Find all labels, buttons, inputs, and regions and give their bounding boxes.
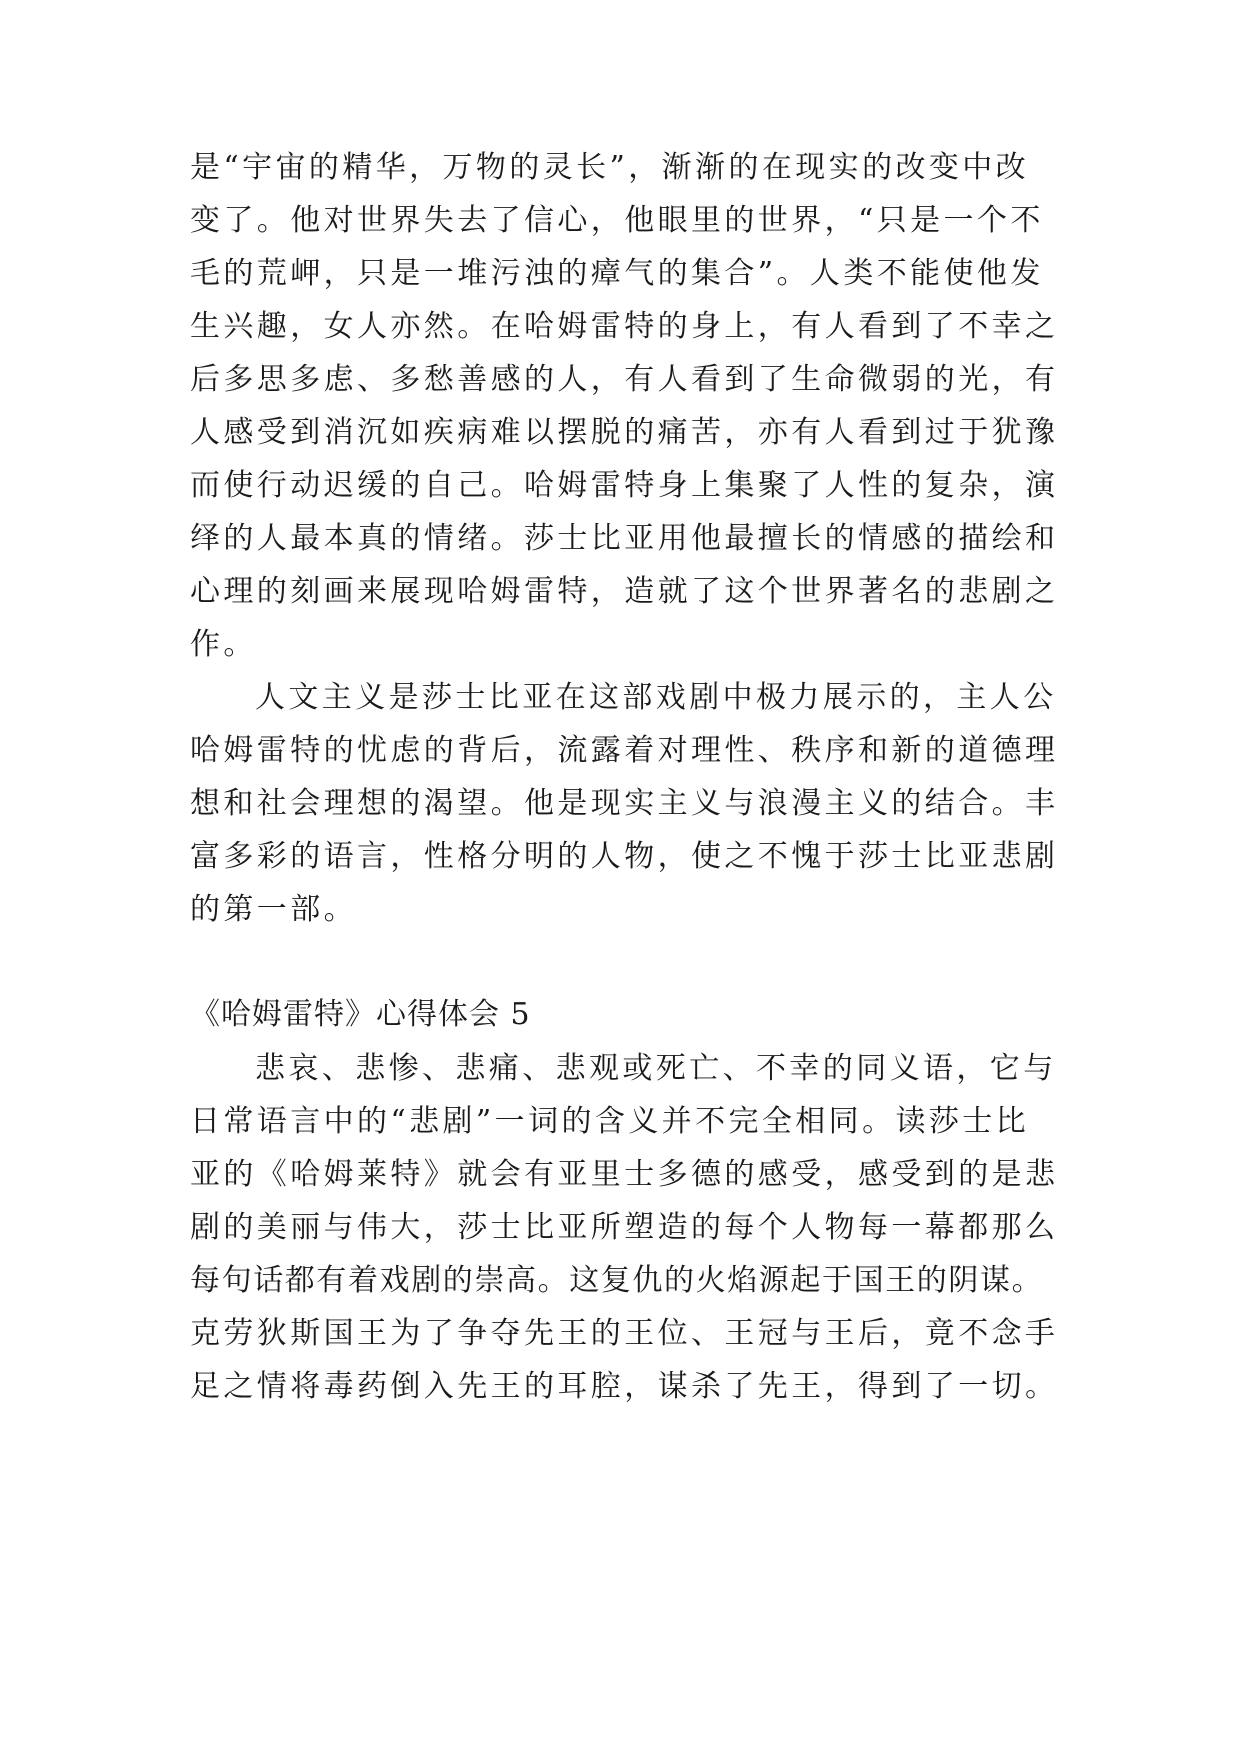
paragraph-1-line-3: 毛的荒岬，只是一堆污浊的瘴气的集合”。人类不能使他发 bbox=[190, 256, 1044, 291]
paragraph-1-line-1: 是“宇宙的精华，万物的灵长”，渐渐的在现实的改变中改 bbox=[190, 150, 1030, 185]
paragraph-3-line-2: 日常语言中的“悲剧”一词的含义并不完全相同。读莎士比 bbox=[190, 1104, 1030, 1139]
paragraph-3-line-5: 每句话都有着戏剧的崇高。这复仇的火焰源起于国王的阴谋。 bbox=[190, 1263, 1044, 1298]
paragraph-1-line-8: 绎的人最本真的情绪。莎士比亚用他最擅长的情感的描绘和 bbox=[190, 521, 1059, 556]
paragraph-3-line-3: 亚的《哈姆莱特》就会有亚里士多德的感受，感受到的是悲 bbox=[190, 1157, 1059, 1192]
paragraph-2-line-2: 哈姆雷特的忧虑的背后，流露着对理性、秩序和新的道德理 bbox=[190, 733, 1059, 768]
paragraph-1-line-7: 而使行动迟缓的自己。哈姆雷特身上集聚了人性的复杂，演 bbox=[190, 468, 1059, 503]
paragraph-1-line-4: 生兴趣，女人亦然。在哈姆雷特的身上，有人看到了不幸之 bbox=[190, 309, 1059, 344]
paragraph-1-line-10: 作。 bbox=[190, 627, 257, 662]
paragraph-1-line-2: 变了。他对世界失去了信心，他眼里的世界，“只是一个不 bbox=[190, 203, 1044, 238]
paragraph-2-line-4: 富多彩的语言，性格分明的人物，使之不愧于莎士比亚悲剧 bbox=[190, 839, 1059, 874]
paragraph-2-line-1: 人文主义是莎士比亚在这部戏剧中极力展示的，主人公 bbox=[255, 680, 1057, 715]
section-heading: 《哈姆雷特》心得体会 5 bbox=[190, 997, 531, 1032]
paragraph-3-line-6: 克劳狄斯国王为了争夺先王的王位、王冠与王后，竟不念手 bbox=[190, 1316, 1059, 1351]
paragraph-1-line-5: 后多思多虑、多愁善感的人，有人看到了生命微弱的光，有 bbox=[190, 362, 1059, 397]
paragraph-3-line-7: 足之情将毒药倒入先王的耳腔，谋杀了先王，得到了一切。 bbox=[190, 1369, 1059, 1404]
paragraph-3-line-1: 悲哀、悲惨、悲痛、悲观或死亡、不幸的同义语，它与 bbox=[255, 1051, 1057, 1086]
paragraph-2-line-3: 想和社会理想的渴望。他是现实主义与浪漫主义的结合。丰 bbox=[190, 786, 1059, 821]
paragraph-1-line-6: 人感受到消沉如疾病难以摆脱的痛苦，亦有人看到过于犹豫 bbox=[190, 415, 1059, 450]
paragraph-2-line-5: 的第一部。 bbox=[190, 892, 357, 927]
paragraph-3-line-4: 剧的美丽与伟大，莎士比亚所塑造的每个人物每一幕都那么 bbox=[190, 1210, 1059, 1245]
paragraph-1-line-9: 心理的刻画来展现哈姆雷特，造就了这个世界著名的悲剧之 bbox=[190, 574, 1059, 609]
